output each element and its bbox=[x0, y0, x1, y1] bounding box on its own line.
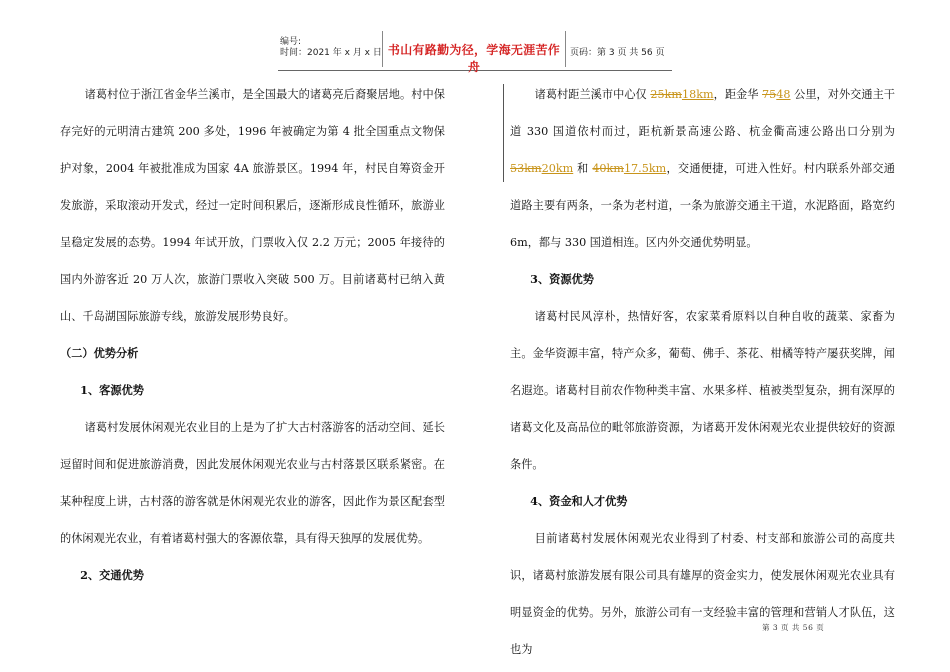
heading-capital-talent-advantage: 4、资金和人才优势 bbox=[530, 494, 628, 508]
header-page-number: 页码：第 3 页 共 56 页 bbox=[570, 48, 665, 58]
paragraph-resource-advantage: 诸葛村民风淳朴，热情好客，农家菜肴原料以自种自收的蔬菜、家畜为主。金华资源丰富，特产众多，葡萄、佛手、茶花、柑橘等特产屡获奖牌，闻名遐迩。诸葛村目前农作物种类丰富、水果多样、植被类型复杂，拥有深厚的诸葛文化及高品位的毗邻旅游资源，为诸葛开发休闲观光农业提供较好的资源条件。 bbox=[510, 310, 895, 471]
document-number-label: 编号: bbox=[280, 37, 302, 47]
deleted-text: 75 bbox=[762, 88, 777, 101]
inserted-text: 17.5km bbox=[623, 162, 667, 175]
deleted-text: 25km bbox=[650, 88, 682, 101]
inserted-text: 20km bbox=[541, 162, 574, 175]
inserted-text: 48 bbox=[776, 88, 791, 101]
revision-bar bbox=[503, 84, 504, 182]
heading-resource-advantage: 3、资源优势 bbox=[530, 272, 594, 286]
deleted-text: 40km bbox=[592, 162, 624, 175]
text-run: 和 bbox=[573, 162, 593, 175]
text-run: ，距金华 bbox=[713, 88, 763, 101]
date-label: 时间：2021 年 x 月 x 日 bbox=[280, 48, 382, 58]
left-column bbox=[60, 76, 445, 594]
paragraph-capital-talent-advantage: 目前诸葛村发展休闲观光农业得到了村委、村支部和旅游公司的高度共识，诸葛村旅游发展有限公司具有雄厚的资金实力，使发展休闲观光农业具有明显资金的优势。另外，旅游公司有一支经验丰富的管理和营销人才队伍，这也为 bbox=[510, 532, 895, 656]
heading-visitor-advantage: 1、客源优势 bbox=[80, 383, 144, 397]
paragraph-intro: 诸葛村位于浙江省金华兰溪市，是全国最大的诸葛亮后裔聚居地。村中保存完好的元明清古建筑 200 多处，1996 年被确定为第 4 批全国重点文物保护对象，2004 年被批准成为国家 4A 旅游景区。1994 年，村民自筹资金开发旅游，采取滚动开发式，经过一定时间积累后，逐渐形成良性循环，旅游业呈稳定发展的态势。1994 年试开放，门票收入仅 2.2 万元；2005 年接待的国内外游客近 20 万人次，旅游门票收入突破 500 万。目前诸葛村已纳入黄山、千岛湖国际旅游专线，旅游发展形势良好。 bbox=[60, 88, 445, 323]
right-column bbox=[510, 76, 895, 668]
deleted-text: 53km bbox=[510, 162, 542, 175]
paragraph-visitor-advantage: 诸葛村发展休闲观光农业目的上是为了扩大古村落游客的活动空间、延长逗留时间和促进旅游消费，因此发展休闲观光农业与古村落景区联系紧密。在某种程度上讲，古村落的游客就是休闲观光农业的游客，因此作为景区配套型的休闲观光农业，有着诸葛村强大的客源依靠，具有得天独厚的发展优势。 bbox=[60, 421, 445, 545]
header-motto: 书山有路勤为径，学海无涯苦作舟 bbox=[387, 43, 561, 74]
page-header bbox=[278, 29, 672, 74]
paragraph-transport bbox=[510, 76, 895, 261]
inserted-text: 18km bbox=[681, 88, 714, 101]
heading-transport-advantage: 2、交通优势 bbox=[80, 568, 144, 582]
page-footer: 第 3 页 共 56 页 bbox=[762, 623, 825, 632]
header-divider bbox=[565, 31, 566, 67]
text-run: 公里，对外交通主干道 330 国道依村而过，距杭新景高速公路、杭金衢高速公路出口分别为 bbox=[510, 88, 895, 138]
header-divider bbox=[382, 31, 383, 67]
section-heading-advantages: （二）优势分析 bbox=[60, 346, 139, 360]
text-run: 诸葛村距兰溪市中心仅 bbox=[534, 88, 651, 101]
text-run: ，交通便捷，可进入性好。村内联系外部交通道路主要有两条，一条为老村道，一条为旅游交通主干道，水泥路面，路宽约 6m，都与 330 国道相连。区内外交通优势明显。 bbox=[510, 162, 895, 249]
